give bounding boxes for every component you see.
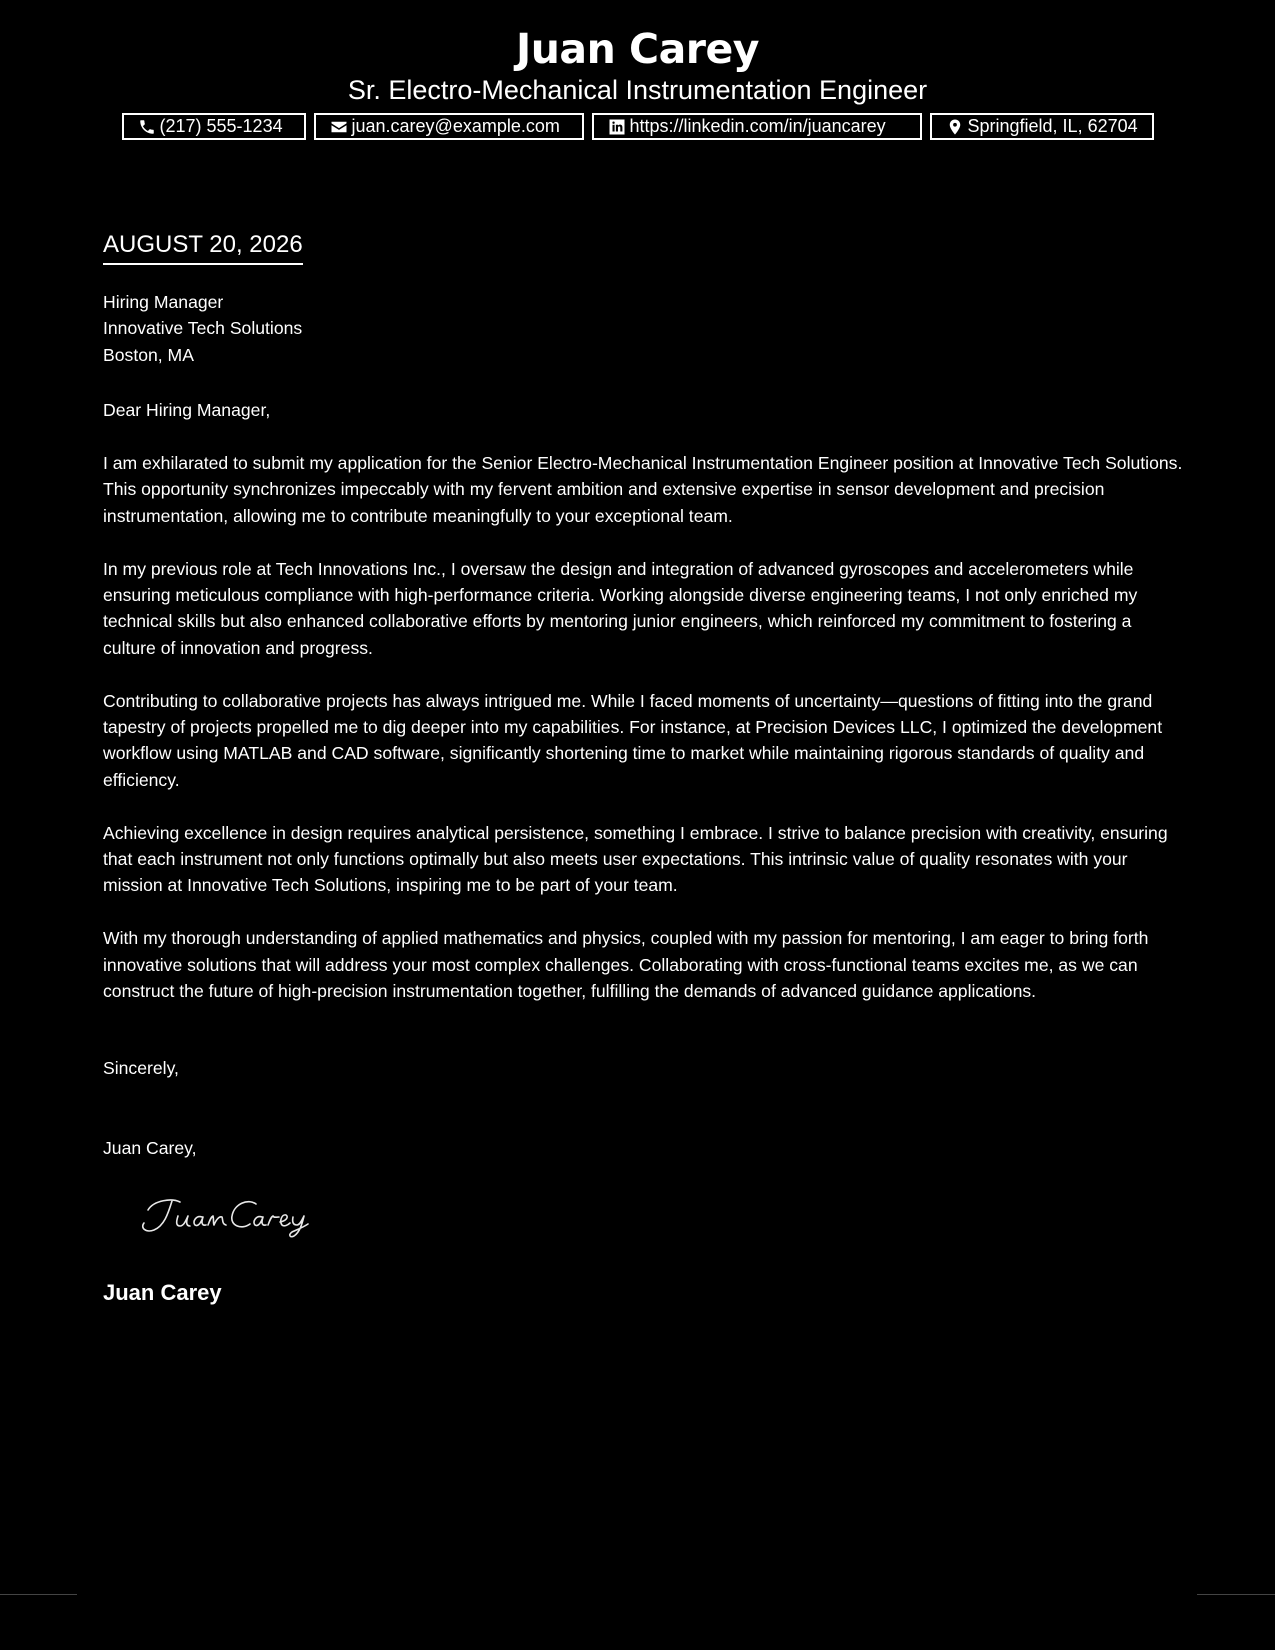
contact-email-text: juan.carey@example.com [351, 116, 560, 136]
letter-paragraph: Achieving excellence in design requires analytical persistence, something I embrace. I strive to balance precision with creativity, ensuring that each instrument not only functions optimally but also meets user expectations. This intrinsic value of quality resonates with your mission at Innovative Tech Solutions, inspiring me to be part of your team. [103, 822, 1168, 896]
contact-location [930, 113, 1154, 140]
contact-bar [0, 113, 1275, 140]
contact-phone-text: (217) 555-1234 [159, 116, 283, 136]
letter-paragraph: I am exhilarated to submit my application for the Senior Electro-Mechanical Instrumentation Engineer position at Innovative Tech Solutions. This opportunity synchronizes impeccably with my fervent ambition and extensive expertise in sensor development and precision instrumentation, allowing me to contribute meaningfully to your exceptional team. [103, 453, 1183, 526]
contact-linkedin[interactable] [592, 113, 922, 140]
recipient-line: Boston, MA [103, 344, 194, 365]
letter-paragraph: Contributing to collaborative projects has always intrigued me. While I faced moments of uncertainty—questions of fitting into the grand tapestry of projects propelled me to dig deeper into my capabilities. For instance, at Precision Devices LLC, I optimized the development workflow using MATLAB and CAD software, significantly shortening time to market while maintaining rigorous standards of quality and efficiency. [103, 690, 1163, 790]
linkedin-icon [608, 118, 626, 136]
contact-email[interactable] [314, 113, 584, 140]
applicant-name: Juan Carey [515, 25, 760, 73]
letter-date: AUGUST 20, 2026 [103, 229, 303, 265]
letter-paragraph: With my thorough understanding of applied mathematics and physics, coupled with my passion for mentoring, I am eager to bring forth innovative solutions that will address your most complex challenges. Collaborating with cross-functional teams excites me, as we can construct the future of high-precision instrumentation together, fulfilling the demands of advanced guidance applications. [103, 928, 1149, 1002]
recipient-line: Innovative Tech Solutions [103, 318, 303, 339]
contact-location-text: Springfield, IL, 62704 [967, 116, 1138, 136]
recipient-line: Hiring Manager [103, 292, 224, 312]
envelope-icon [330, 118, 348, 136]
header [0, 24, 1275, 106]
phone-icon [138, 118, 156, 136]
recipient-block [103, 289, 1183, 368]
map-marker-icon [946, 118, 964, 136]
contact-linkedin-text: https://linkedin.com/in/juancarey [629, 116, 886, 136]
sign-off-name: Juan Carey, [103, 1138, 197, 1158]
salutation: Dear Hiring Manager, [103, 400, 271, 420]
letter-body [103, 450, 1183, 1031]
final-name: Juan Carey [103, 1280, 222, 1305]
applicant-title: Sr. Electro-Mechanical Instrumentation Engineer [347, 75, 928, 105]
footer-rule-right [1197, 1594, 1275, 1595]
closing: Sincerely, [103, 1058, 179, 1078]
contact-phone[interactable] [122, 113, 306, 140]
handwritten-signature [138, 1190, 328, 1240]
footer-rule-left [0, 1594, 77, 1595]
letter-paragraph: In my previous role at Tech Innovations Inc., I oversaw the design and integration of advanced gyroscopes and accelerometers while ensuring meticulous compliance with high-performance criteria. Working alongside diverse engineering teams, I not only enriched my technical skills but also enhanced collaborative efforts by mentoring junior engineers, which reinforced my commitment to fostering a culture of innovation and progress. [103, 558, 1138, 658]
